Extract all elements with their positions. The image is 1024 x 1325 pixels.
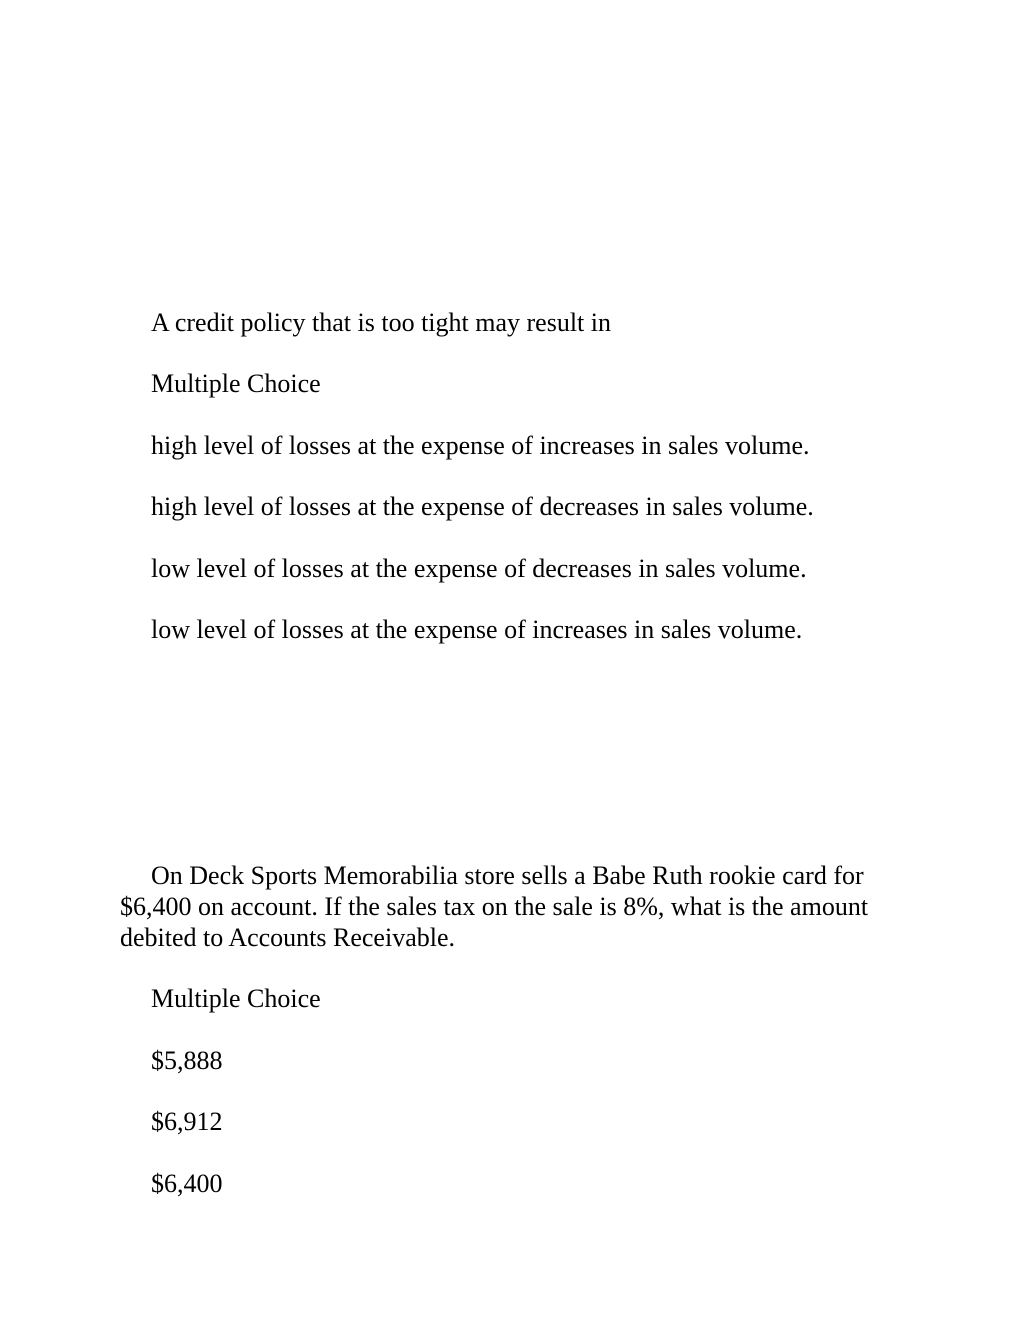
question-1-option-b[interactable]: high level of losses at the expense of decreases in sales volume. xyxy=(151,492,814,521)
question-2-option-a[interactable]: $5,888 xyxy=(151,1046,223,1075)
question-1-option-a[interactable]: high level of losses at the expense of increases in sales volume. xyxy=(151,431,810,460)
question-1-type-label: Multiple Choice xyxy=(151,369,321,398)
question-1-option-d[interactable]: low level of losses at the expense of increases in sales volume. xyxy=(151,615,803,644)
question-1-option-c[interactable]: low level of losses at the expense of decreases in sales volume. xyxy=(151,554,807,583)
question-1-prompt: A credit policy that is too tight may result in xyxy=(151,308,611,337)
question-2-option-b[interactable]: $6,912 xyxy=(151,1107,223,1136)
question-2-option-c[interactable]: $6,400 xyxy=(151,1169,223,1198)
question-2-type-label: Multiple Choice xyxy=(151,984,321,1013)
question-2-prompt: On Deck Sports Memorabilia store sells a Babe Ruth rookie card for $6,400 on account. If the sales tax on the sale is 8%, what is the amount debited to Accounts Receivable. xyxy=(120,861,869,952)
